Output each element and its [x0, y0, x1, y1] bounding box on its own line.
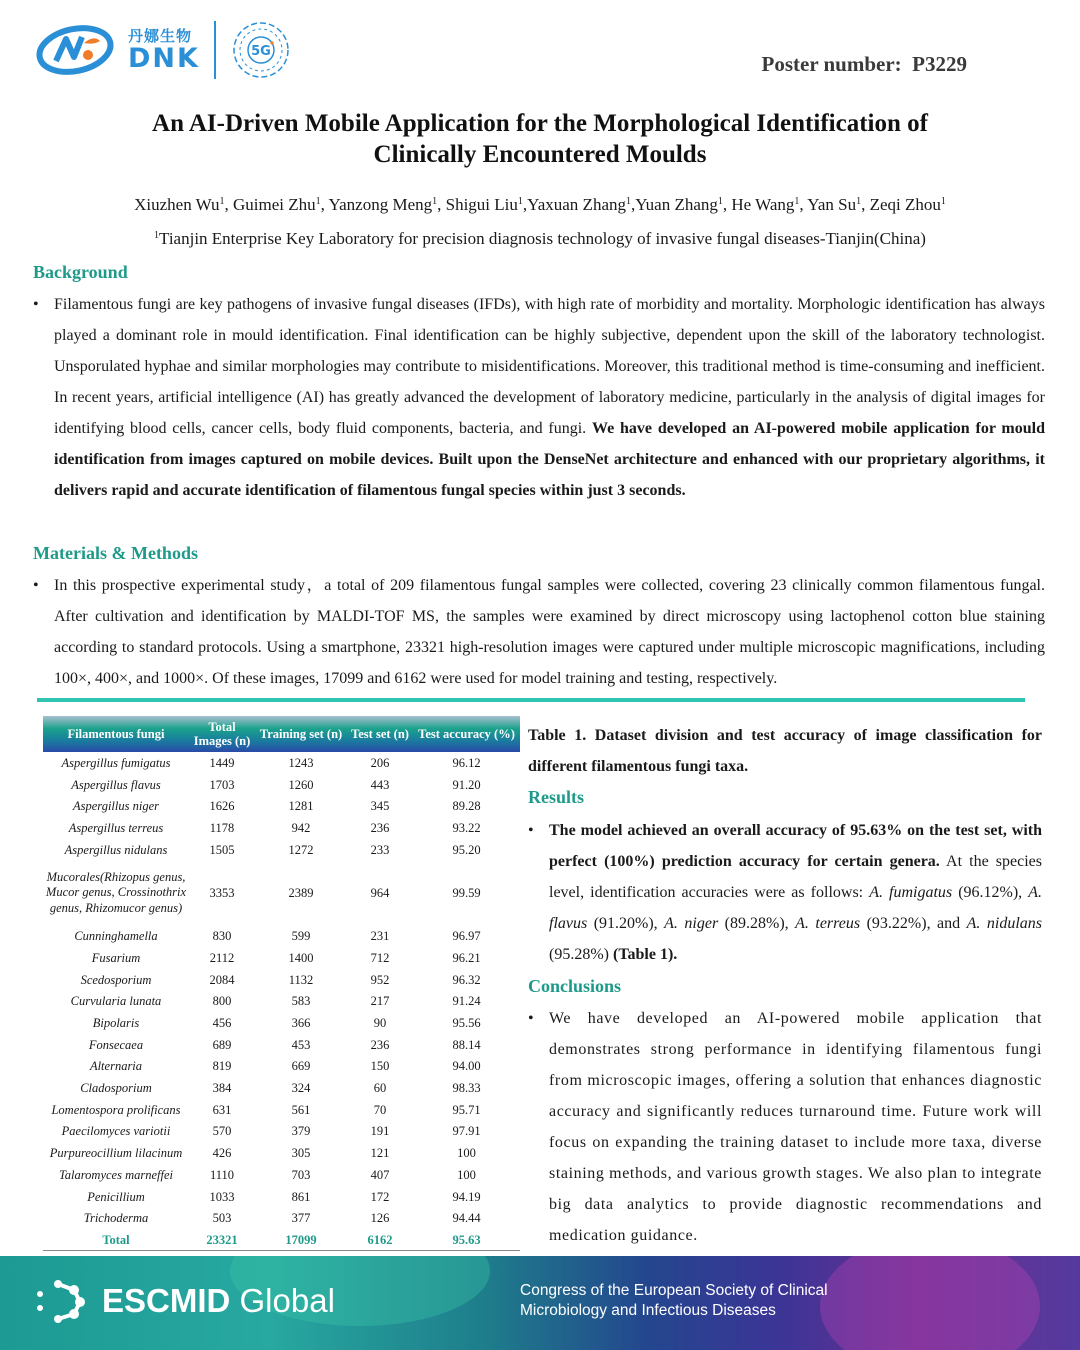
table-header-row	[43, 716, 520, 752]
escmid-logo: ESCMID Global	[34, 1278, 335, 1324]
table-row: Penicillium 1033 861 172 94.19	[87, 1189, 481, 1204]
5g-badge-icon	[232, 21, 290, 79]
col-header-accuracy: Test accuracy (%)	[413, 716, 520, 752]
table-caption: Table 1. Dataset division and test accuracy of image classification for different filamentous fungi taxa.	[528, 727, 1042, 775]
table-row: Aspergillus niger 1626 1281 345 89.28	[73, 799, 481, 814]
table-row: Aspergillus flavus 1703 1260 443 91.20	[71, 777, 481, 792]
bullet-icon: •	[528, 822, 534, 839]
background-heading: Background	[33, 262, 128, 282]
poster-title: An AI-Driven Mobile Application for the Morphological Identification of Clinically Encountered Moulds	[152, 110, 928, 168]
table-row: Aspergillus terreus 1178 942 236 93.22	[68, 820, 481, 835]
escmid-molecule-icon	[34, 1278, 90, 1324]
dataset-table	[43, 716, 520, 1251]
bullet-icon: •	[33, 296, 39, 313]
bullet-icon: •	[33, 577, 39, 594]
table-row: Cladosporium 384 324 60 98.33	[80, 1081, 481, 1096]
author-list: Xiuzhen Wu$^1$, Guimei Zhu$^1$, Yanzong Meng$^1$, Shigui Liu$^1$,Yaxuan Zhang$^1$,Yuan Zhang$^1$, He Wang$^1$, Yan Su$^1$, Zeqi Zhou$^1$	[134, 195, 946, 214]
results-heading: Results	[528, 787, 585, 807]
congress-name: Congress of the European Society of Clinical Microbiology and Infectious Diseases	[520, 1282, 828, 1319]
results-paragraph: • The model achieved an overall accuracy of 95.63% on the test set, with perfect (100%) prediction accuracy for certain genera. At the species level, identification accuracies were as follows: A. fumigatus (96.12%), A. flavus (91.20%), A. niger (89.28%), A. terreus (93.22%), and A. nidulans (95.28%) (Table 1).	[528, 815, 1042, 970]
table-row: Lomentospora prolificans 631 561 70 95.71	[51, 1102, 481, 1117]
section-divider	[37, 698, 1025, 702]
col-header-training: Training set (n)	[255, 716, 347, 752]
table-row: Aspergillus nidulans 1505 1272 233 95.20	[64, 842, 481, 857]
conclusions-paragraph: • We have developed an AI-powered mobile application that demonstrates strong performance in identifying filamentous fungi from microscopic images, offering a solution that enhances diagnostic accuracy and significantly reduces turnaround time. Future work will focus on expanding the training dataset to include more taxa, diverse staining methods, and various growth stages. We also plan to integrate big data analytics to provide diagnostic recommendations and medication guidance.	[528, 1003, 1042, 1251]
col-header-fungi: Filamentous fungi	[43, 716, 189, 752]
table-row: Cunninghamella 830 599 231 96.97	[74, 929, 481, 944]
table-row: Fonsecaea 689 453 236 88.14	[88, 1037, 481, 1052]
footer-banner	[0, 1256, 1080, 1350]
table-row: Paecilomyces variotii 570 379 191 97.91	[61, 1124, 481, 1139]
table-row: Bipolaris 456 366 90 95.56	[92, 1016, 481, 1031]
logo-divider	[214, 21, 216, 79]
table-row: Fusarium 2112 1400 712 96.21	[91, 950, 481, 965]
table-row: Scedosporium 2084 1132 952 96.32	[80, 972, 481, 987]
table-total-row: Total 23321 17099 6162 95.63	[43, 1229, 520, 1251]
svg-text:5G: 5G	[251, 44, 271, 59]
table-row: Alternaria 819 669 150 94.00	[89, 1059, 481, 1074]
logo-en-text: DNK	[128, 43, 200, 74]
poster-number: Poster number: P3229	[761, 52, 967, 76]
logo-cn-text: 丹娜生物	[128, 27, 193, 45]
dnk-logo	[36, 18, 290, 82]
table-row: Talaromyces marneffei 1110 703 407 100	[59, 1167, 476, 1182]
table-row: Curvularia lunata 800 583 217 91.24	[70, 994, 481, 1009]
methods-heading: Materials & Methods	[33, 543, 198, 563]
table-row: Trichoderma 503 377 126 94.44	[83, 1211, 481, 1226]
affiliation: $^1$Tianjin Enterprise Key Laboratory for precision diagnosis technology of invasive fungal diseases-Tianjin(China)	[154, 229, 926, 248]
table-row: Purpureocillium lilacinum 426 305 121 100	[49, 1146, 476, 1161]
table-row: Mucorales(Rhizopus genus, Mucor genus, Crossinothrix genus, Rhizomucor genus) 3353 2389 964 99.59	[45, 869, 481, 915]
methods-paragraph: • In this prospective experimental study，a total of 209 filamentous fungal samples were collected, covering 23 clinically common filamentous fungal. After cultivation and identification by MALDI-TOF MS, the samples were examined by direct microscopy using lactophenol cotton blue staining according to standard protocols. Using a smartphone, 23321 high-resolution images were captured under multiple microscopic magnifications, including 100×, 400×, and 1000×. Of these images, 17099 and 6162 were used for model training and testing, respectively.	[33, 570, 1045, 694]
dnk-emblem-icon	[36, 25, 114, 75]
col-header-test: Test set (n)	[347, 716, 413, 752]
table-row: Aspergillus fumigatus 1449 1243 206 96.12	[61, 755, 481, 770]
conclusions-heading: Conclusions	[528, 976, 622, 996]
background-paragraph: • Filamentous fungi are key pathogens of invasive fungal diseases (IFDs), with high rate of morbidity and mortality. Morphologic identification has always played a dominant role in mould identification. Final identification can be highly subjective, dependent upon the skill of the laboratory technologist. Unsporulated hyphae and similar morphologies may contribute to misidentifications. Moreover, this traditional method is time-consuming and inefficient. In recent years, artificial intelligence (AI) has greatly advanced the development of laboratory medicine, particularly in the analysis of digital images for identifying blood cells, cancer cells, body fluid components, bacteria, and fungi. We have developed an AI-powered mobile application for mould identification from images captured on mobile devices. Built upon the DenseNet architecture and enhanced with our proprietary algorithms, it delivers rapid and accurate identification of filamentous fungal species within just 3 seconds.	[33, 289, 1045, 506]
col-header-total: Total Images (n)	[189, 716, 255, 752]
bullet-icon: •	[528, 1010, 535, 1027]
